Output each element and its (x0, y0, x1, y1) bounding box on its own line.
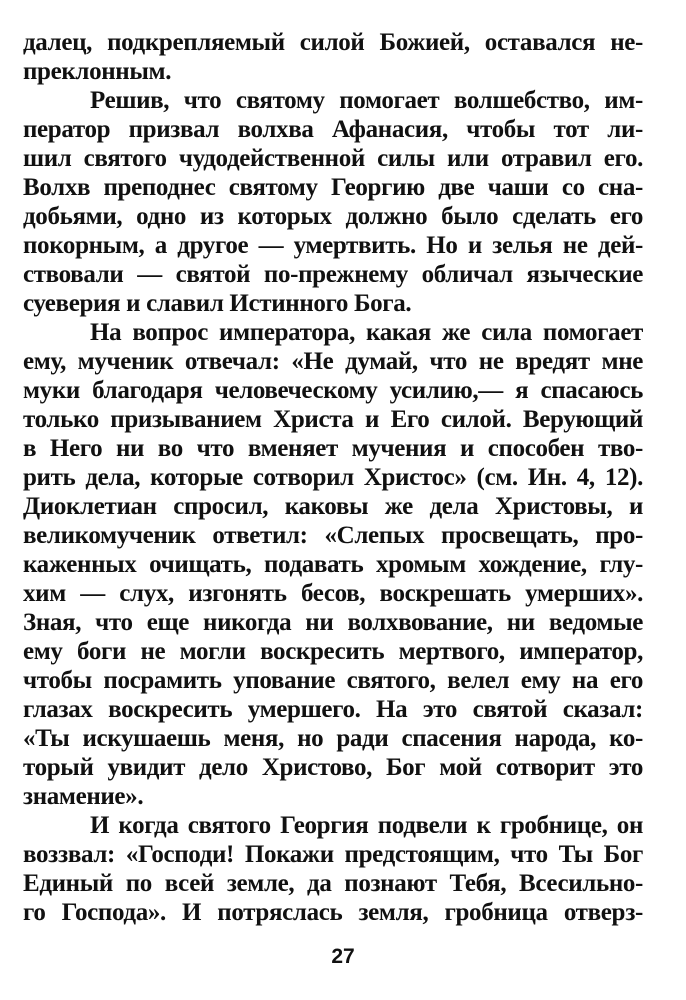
text-line: хим — слух, изгонять бесов, воскрешать умерших». (23, 580, 643, 607)
text-line: далец, подкрепляемый силой Божией, оставался не- (23, 29, 643, 56)
paragraph-tomb (23, 811, 643, 927)
text-line: только призыванием Христа и Его силой. Верующий (23, 406, 643, 433)
page-text (23, 28, 643, 927)
text-line: преклонным. (23, 58, 172, 85)
text-line: знамение». (23, 783, 144, 810)
text-line: Диоклетиан спросил, каковы же дела Христовы, и (23, 493, 643, 520)
text-line: го Господа». И потряслась земля, гробница отверз- (23, 899, 643, 926)
paragraph-sorcery (23, 86, 643, 318)
text-line: шил святого чудодейственной силы или отравил его. (23, 145, 643, 172)
text-line: «Ты искушаешь меня, но ради спасения народа, ко- (23, 725, 643, 752)
text-line: ему боги не могли воскресить мертвого, император, (23, 638, 643, 665)
text-line: И когда святого Георгия подвели к гробнице, он (90, 812, 643, 839)
text-line: На вопрос императора, какая же сила помогает (90, 319, 643, 346)
text-line: чтобы посрамить упование святого, велел ему на его (23, 667, 643, 694)
text-line: в Него ни во что вменяет мучения и способен тво- (23, 435, 643, 462)
paragraph-continuation (23, 28, 643, 86)
text-line: Единый по всей земле, да познают Тебя, Всесильно- (23, 870, 643, 897)
text-line: муки благодаря человеческому усилию,— я спасаюсь (23, 377, 643, 404)
text-line: ператор призвал волхва Афанасия, чтобы тот ли- (23, 116, 643, 143)
page-number: 27 (331, 945, 355, 968)
text-line: ствовали — святой по-прежнему обличал языческие (23, 261, 643, 288)
text-line: глазах воскресить умершего. На это святой сказал: (23, 696, 643, 723)
paragraph-dialogue (23, 318, 643, 811)
text-line: добьями, одно из которых должно было сделать его (23, 203, 643, 230)
text-line: покорным, а другое — умертвить. Но и зелья не дей- (23, 232, 643, 259)
text-line: рить дела, которые сотворил Христос» (см. Ин. 4, 12). (23, 464, 643, 491)
text-line: великомученик ответил: «Слепых просвещать, про- (23, 522, 643, 549)
text-line: суеверия и славил Истинного Бога. (23, 290, 412, 317)
text-line: Волхв преподнес святому Георгию две чаши со сна- (23, 174, 643, 201)
text-line: торый увидит дело Христово, Бог мой сотворит это (23, 754, 643, 781)
text-line: Решив, что святому помогает волшебство, им- (90, 87, 643, 114)
text-line: воззвал: «Господи! Покажи предстоящим, что Ты Бог (23, 841, 643, 868)
text-line: ему, мученик отвечал: «Не думай, что не вредят мне (23, 348, 643, 375)
text-line: каженных очищать, подавать хромым хождение, глу- (23, 551, 643, 578)
text-line: Зная, что еще никогда ни волхвование, ни ведомые (23, 609, 643, 636)
